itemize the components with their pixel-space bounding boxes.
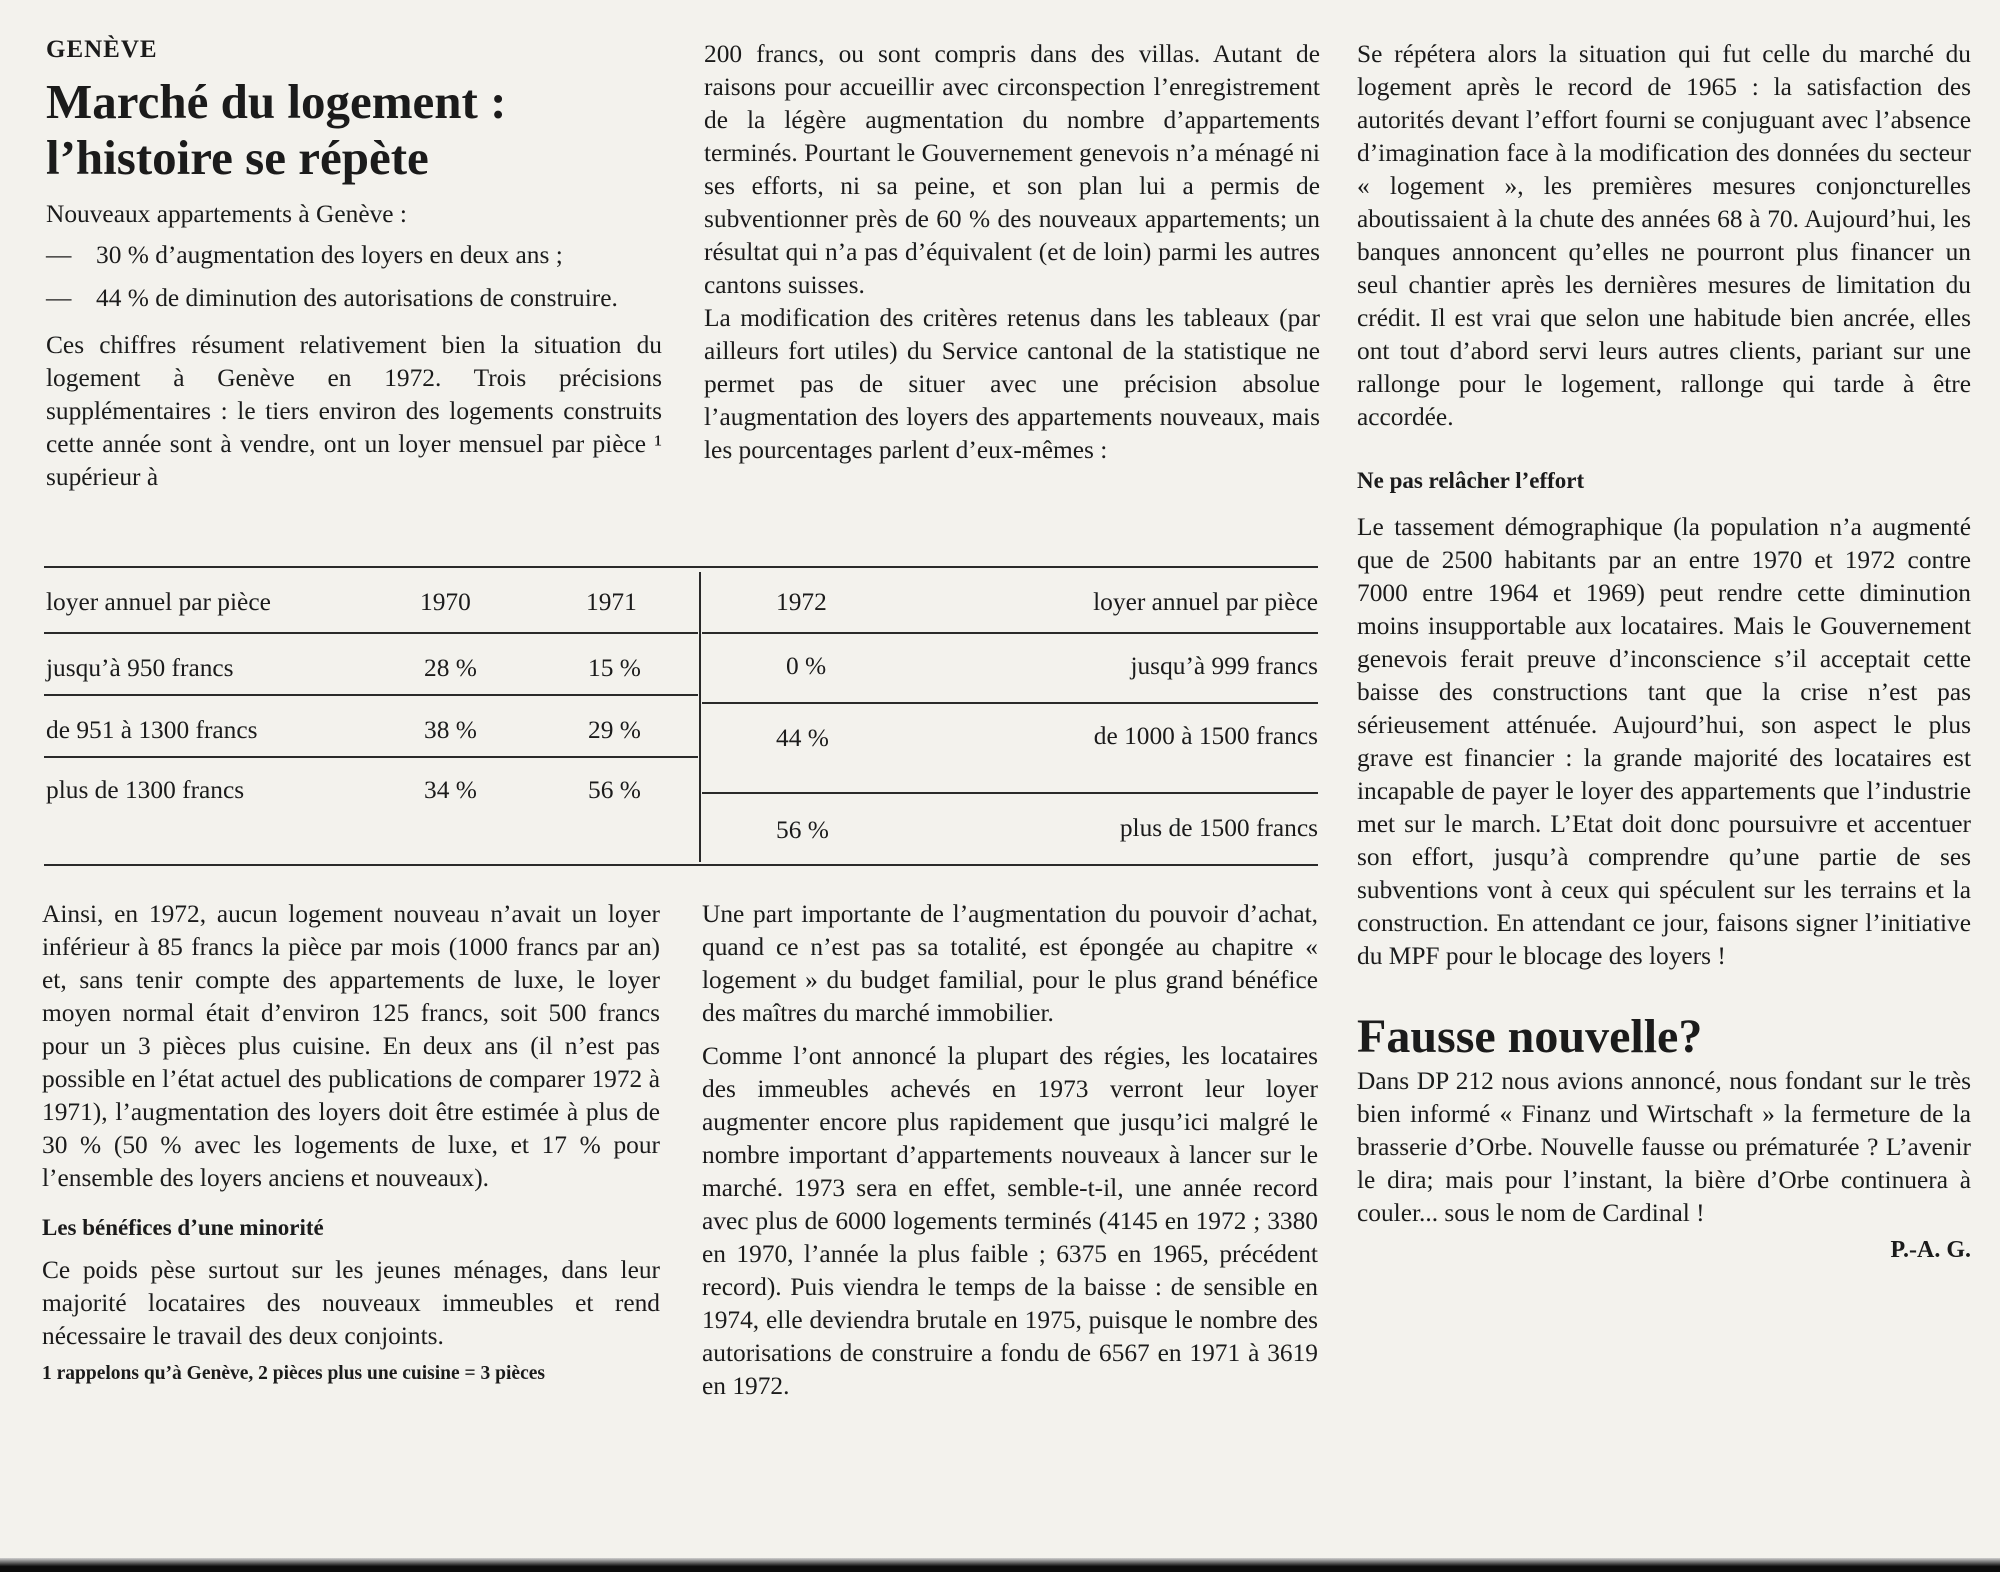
table-cell: de 951 à 1300 francs <box>46 716 258 744</box>
column-1-bottom <box>42 898 660 1389</box>
table-rule <box>44 864 1318 866</box>
table-header-cell: 1972 <box>776 588 827 616</box>
table-cell: 44 % <box>776 724 829 752</box>
paragraph: Le tassement démographique (la population n’a augmenté que de 2500 habitants par an entre 1970 et 1972 contre 7000 entre 1964 et 1969) peut rendre cette diminution moins insupportable aux locataires. Mais le Gouvernement genevois ferait preuve d’inconscience s’il acceptait cette baisse des constructions tant que la crise n’est pas sérieusement atténuée. Aujourd’hui, son aspect le plus grave est financier : la grande majorité des locataires est incapable de payer le loyer des appartements que l’industrie met sur le march. L’Etat doit donc poursuivre et accentuer son effort, jusqu’à comprendre qu’une partie de ses subventions vont à ceux qui spéculent sur les terrains et la construction. En attendant ce jour, faisons signer l’initiative du MPF pour le blocage des loyers ! <box>1357 513 1971 970</box>
table-rule <box>44 694 698 696</box>
headline-line-2: l’histoire se répète <box>46 130 429 185</box>
paragraph: Ces chiffres résument relativement bien la situation du logement à Genève en 1972. Trois précisions supplémentaires : le tiers environ des logements construits cette année sont à vendre, ont un loyer mensuel par pièce ¹ supérieur à <box>46 331 662 491</box>
paragraph: Se répétera alors la situation qui fut celle du marché du logement après le record de 1965 : la satisfaction des autorités devant l’effort fourni se conjuguant avec l’absence d’imagination face à la modification des données du secteur « logement », les premières mesures conjoncturelles aboutissaient à la chute des années 68 à 70. Aujourd’hui, les banques annoncent qu’elles ne pourront plus financer un seul chantier après les dernières mesures de limitation du crédit. Il est vrai que selon une habitude bien ancrée, elles ont tout d’abord servi leurs autres clients, pariant sur une rallonge pour le logement, rallonge qui tarde à être accordée. <box>1357 40 1971 431</box>
table-cell: 38 % <box>424 716 477 744</box>
stat-item-2 <box>46 282 662 315</box>
paragraph: Ainsi, en 1972, aucun logement nouveau n’avait un loyer inférieur à 85 francs la pièce par mois (1000 francs par an) et, sans tenir compte des appartements de luxe, le loyer moyen normal était d’environ 125 francs, soit 500 francs pour un 3 pièces plus cuisine. En deux ans (il n’est pas possible en l’état actuel des publications de comparer 1972 à 1971), l’augmentation des loyers doit être estimée à plus de 30 % (50 % avec les logements de luxe, et 17 % pour l’ensemble des loyers anciens et nouveaux). <box>42 900 660 1192</box>
column-3 <box>1357 38 1971 1267</box>
table-cell: 56 % <box>776 816 829 844</box>
column-2-bottom <box>702 898 1318 1403</box>
paragraph: Une part importante de l’augmentation du pouvoir d’achat, quand ce n’est pas sa totalité, est épongée au chapitre « logement » du budget familial, pour le plus grand bénéfice des maîtres du marché immobilier. <box>702 900 1318 1027</box>
paragraph: Comme l’ont annoncé la plupart des régies, les locataires des immeubles achevés en 1973 verront leur loyer augmenter encore plus rapidement que jusqu’ici malgré le nombre important d’appartements nouveaux à lancer sur le marché. 1973 sera en effet, semble-t-il, une année record avec plus de 6000 logements terminés (4145 en 1972 ; 3380 en 1970, l’année la plus faible ; 6375 en 1965, précédent record). Puis viendra le temps de la baisse : de sensible en 1974, elle deviendra brutale en 1975, puisque le nombre des autorisations de construire a fondu de 6567 en 1971 à 3619 en 1972. <box>702 1042 1318 1400</box>
table-rule <box>702 632 1318 634</box>
table-header-cell: 1970 <box>420 588 471 616</box>
footnote: 1 rappelons qu’à Genève, 2 pièces plus une cuisine = 3 pièces <box>42 1363 545 1384</box>
table-rule <box>702 792 1318 794</box>
table-cell: 34 % <box>424 776 477 804</box>
stat-text: 44 % de diminution des autorisations de construire. <box>96 284 618 312</box>
table-rule <box>702 702 1318 704</box>
table-header-cell: loyer annuel par pièce <box>1093 588 1318 616</box>
subheading: Ne pas relâcher l’effort <box>1357 468 1585 493</box>
section-kicker: GENÈVE <box>46 36 158 63</box>
paragraph: Ce poids pèse surtout sur les jeunes ménages, dans leur majorité locataires des nouveaux immeubles et rend nécessaire le travail des deux conjoints. <box>42 1256 660 1350</box>
headline <box>46 74 662 186</box>
table-rule <box>44 756 698 758</box>
table-cell: 29 % <box>588 716 641 744</box>
subheading: Les bénéfices d’une minorité <box>42 1215 324 1240</box>
table-header-cell: loyer annuel par pièce <box>46 588 271 616</box>
table-header-cell: 1971 <box>586 588 637 616</box>
paragraph: 200 francs, ou sont compris dans des villas. Autant de raisons pour accueillir avec circonspection l’enregistrement de la légère augmentation du nombre d’appartements terminés. Pourtant le Gouvernement genevois n’a ménagé ni ses efforts, ni sa peine, et son plan lui a permis de subventionner près de 60 % des nouveaux appartements; un résultat qui n’a pas d’équivalent (et de loin) parmi les autres cantons suisses. <box>704 40 1320 299</box>
dash: — <box>46 241 72 269</box>
table-cell: 56 % <box>588 776 641 804</box>
paragraph: La modification des critères retenus dans les tableaux (par ailleurs fort utiles) du Service cantonal de la statistique ne permet pas de situer avec une précision absolue l’augmentation des loyers des appartements nouveaux, mais les pourcentages parlent d’eux-mêmes : <box>704 304 1320 464</box>
stat-text: 30 % d’augmentation des loyers en deux ans ; <box>96 241 563 269</box>
headline-line-1: Marché du logement : <box>46 74 507 129</box>
paragraph: Dans DP 212 nous avions annoncé, nous fondant sur le très bien informé « Finanz und Wirtschaft » la fermeture de la brasserie d’Orbe. Nouvelle fausse ou prématurée ? L’avenir le dira; mais pour l’instant, la bière d’Orbe continuera à couler... sous le nom de Cardinal ! <box>1357 1067 1971 1227</box>
page-edge <box>0 1558 2000 1572</box>
table-cell: 15 % <box>588 654 641 682</box>
dash: — <box>46 284 72 312</box>
table-cell: de 1000 à 1500 francs <box>1093 722 1318 750</box>
stat-item-1 <box>46 239 662 272</box>
table-cell: 28 % <box>424 654 477 682</box>
column-2-top <box>704 38 1320 467</box>
table-cell: plus de 1500 francs <box>1119 814 1318 842</box>
table-cell: plus de 1300 francs <box>46 776 245 804</box>
signature: P.-A. G. <box>1890 1237 1971 1263</box>
box-title: Fausse nouvelle? <box>1357 1010 1703 1063</box>
news-box <box>1357 1009 1971 1267</box>
table-rule <box>44 632 698 634</box>
column-1-top <box>46 34 662 494</box>
table-cell: jusqu’à 999 francs <box>1130 652 1318 680</box>
lead-text: Nouveaux appartements à Genève : <box>46 200 407 228</box>
table-cell: jusqu’à 950 francs <box>46 654 234 682</box>
table-divider <box>699 572 701 862</box>
table-cell: 0 % <box>786 652 827 680</box>
table-rule <box>44 566 1318 568</box>
